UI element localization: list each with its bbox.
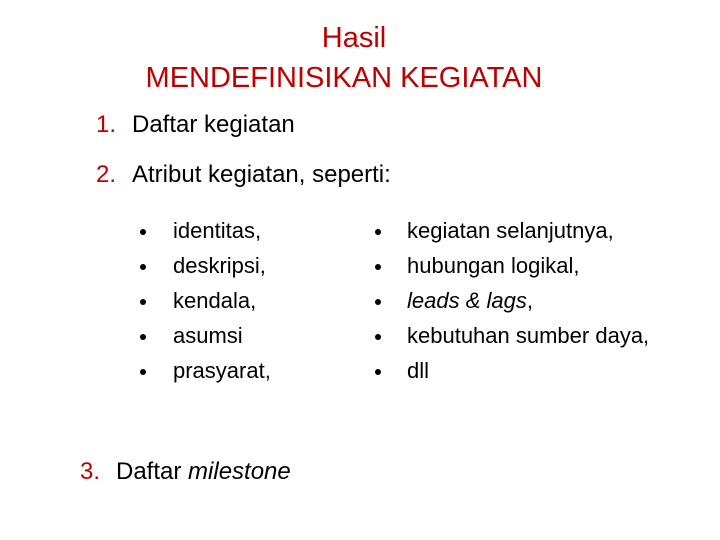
bullet-dot-icon: [140, 264, 146, 270]
bullet-dot-icon: [140, 334, 146, 340]
item-text: Atribut kegiatan, seperti:: [132, 161, 391, 188]
slide-title-line1: Hasil: [321, 22, 387, 54]
item-text: Daftar kegiatan: [132, 111, 295, 138]
bullet-text: dll: [407, 358, 430, 383]
bullet-text: deskripsi,: [173, 253, 266, 278]
bullet-text: asumsi: [173, 323, 243, 348]
item-number: 1.: [96, 111, 117, 138]
bullet-italic-text: leads & lags: [407, 288, 527, 313]
bullet-dot-icon: [375, 299, 381, 305]
bullet-text: [407, 287, 533, 315]
bullet-text: kegiatan selanjutnya,: [407, 218, 614, 243]
bullet-dot-icon: [375, 369, 381, 375]
bullet-dot-icon: [375, 334, 381, 340]
bullet-dot-icon: [375, 229, 381, 235]
bullet-text: kebutuhan sumber daya,: [407, 323, 650, 348]
bullet-text: hubungan logikal,: [407, 253, 580, 278]
list-item-3: [80, 457, 291, 487]
item-number: 3.: [80, 458, 101, 485]
bullet-dot-icon: [140, 369, 146, 375]
list-item-1: [96, 110, 295, 140]
list-item-2: [96, 160, 391, 190]
bullet-text: identitas,: [173, 218, 262, 243]
bullet-dot-icon: [140, 299, 146, 305]
item-text: Daftar: [116, 458, 189, 485]
bullet-text: prasyarat,: [173, 358, 271, 383]
bullet-dot-icon: [140, 229, 146, 235]
slide-title-line2: MENDEFINISIKAN KEGIATAN: [145, 62, 543, 94]
item-italic-text: milestone: [188, 458, 291, 485]
bullet-dot-icon: [375, 264, 381, 270]
bullet-suffix: ,: [526, 288, 533, 313]
bullet-text: kendala,: [173, 288, 257, 313]
item-number: 2.: [96, 161, 117, 188]
